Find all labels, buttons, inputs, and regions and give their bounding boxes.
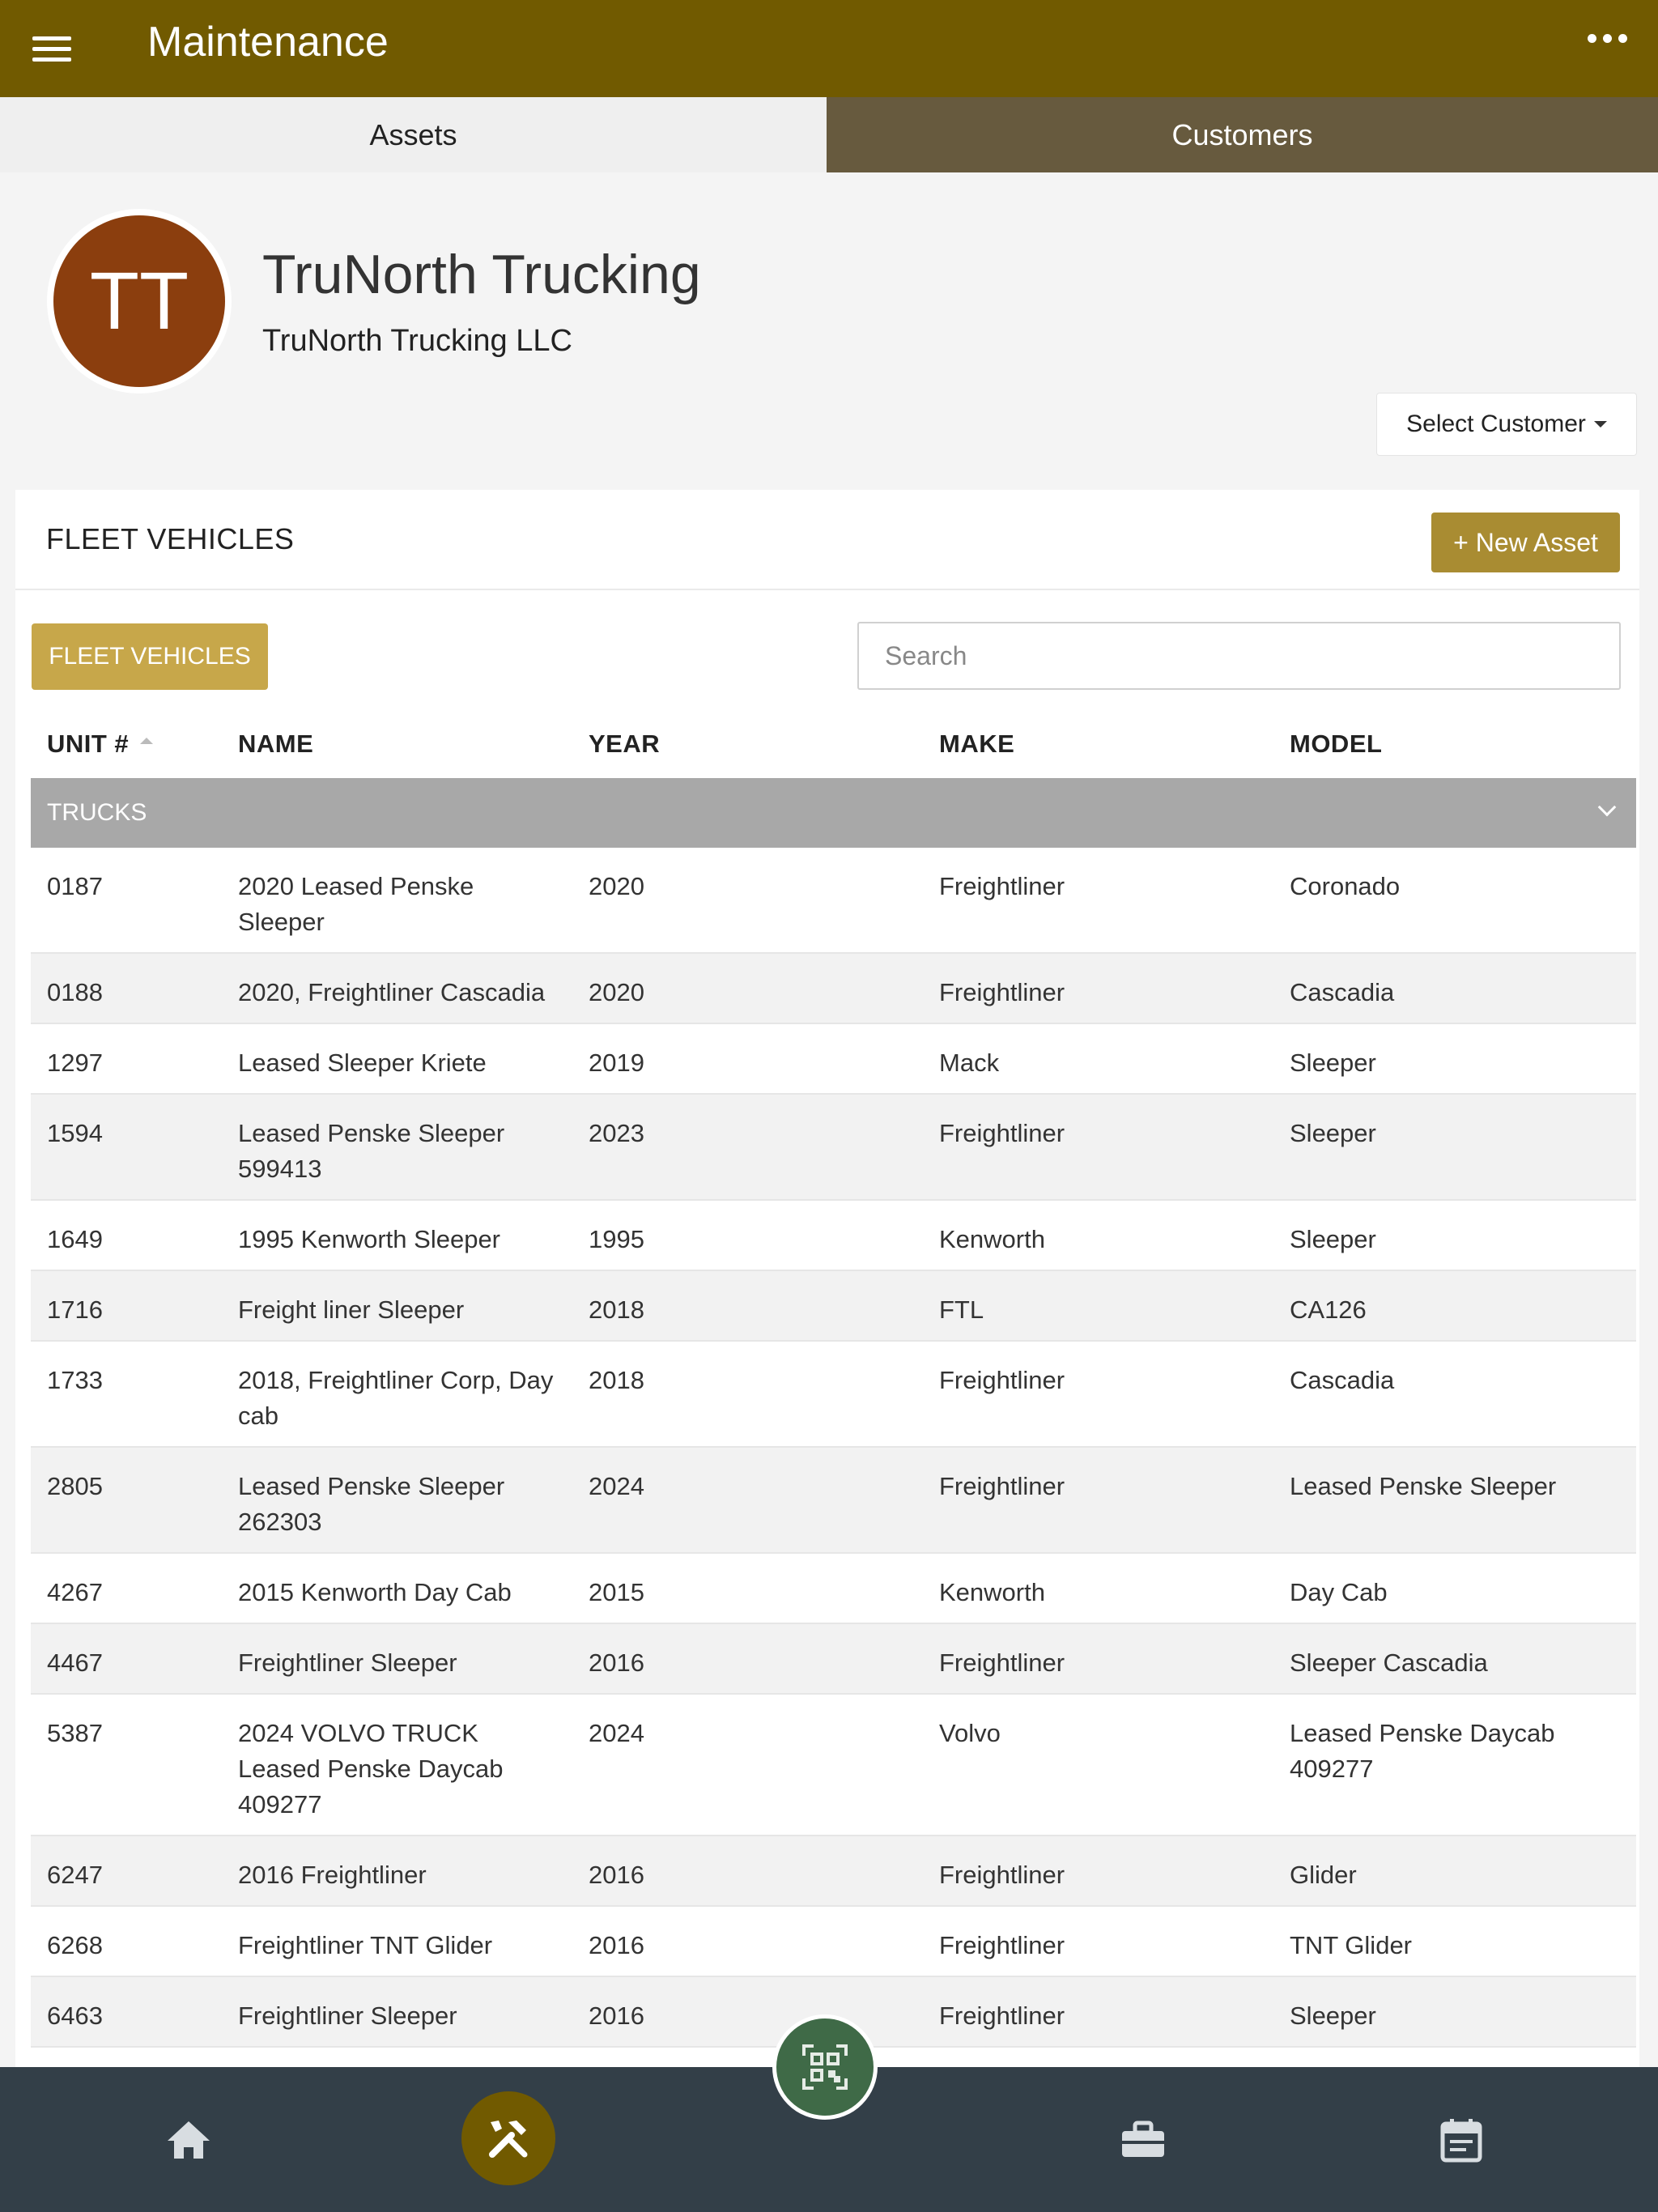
cell-unit: 1594 xyxy=(47,1119,103,1147)
cell-year: 2018 xyxy=(589,1366,644,1394)
cell-model: Glider xyxy=(1290,1861,1357,1889)
cell-make: Freightliner xyxy=(939,872,1065,900)
cell-model: Cascadia xyxy=(1290,1366,1395,1394)
cell-make: Freightliner xyxy=(939,1648,1065,1677)
cell-model: Day Cab xyxy=(1290,1578,1388,1606)
cell-year: 1995 xyxy=(589,1225,644,1253)
cell-model: Leased Penske Daycab 409277 xyxy=(1290,1719,1555,1783)
cell-make: Kenworth xyxy=(939,1225,1045,1253)
cell-unit: 1716 xyxy=(47,1295,103,1324)
table-row[interactable] xyxy=(31,1907,1636,1977)
cell-year: 2020 xyxy=(589,872,644,900)
cell-name: 1995 Kenworth Sleeper xyxy=(238,1225,501,1253)
fleet-vehicles-card xyxy=(15,490,1639,2069)
cell-make: FTL xyxy=(939,1295,984,1324)
group-row-trucks[interactable] xyxy=(31,778,1636,848)
table-body xyxy=(31,848,1636,2048)
cell-name: Freightliner TNT Glider xyxy=(238,1931,493,1959)
cell-year: 2024 xyxy=(589,1719,644,1747)
cell-year: 2016 xyxy=(589,1931,644,1959)
cell-unit: 2805 xyxy=(47,1472,103,1500)
cell-make: Freightliner xyxy=(939,1119,1065,1147)
cell-model: Cascadia xyxy=(1290,978,1395,1006)
cell-make: Freightliner xyxy=(939,1931,1065,1959)
cell-year: 2018 xyxy=(589,1295,644,1324)
cell-unit: 6247 xyxy=(47,1861,103,1889)
app-title: Maintenance xyxy=(147,19,389,66)
avatar-initials: TT xyxy=(53,215,225,387)
cell-unit: 1733 xyxy=(47,1366,103,1394)
cell-name: Freightliner Sleeper xyxy=(238,2001,457,2030)
cell-unit: 4467 xyxy=(47,1648,103,1677)
column-header-year[interactable]: YEAR xyxy=(589,730,661,758)
cell-year: 2016 xyxy=(589,1861,644,1889)
table-row[interactable] xyxy=(31,1271,1636,1342)
customer-legal-name: TruNorth Trucking LLC xyxy=(262,324,572,358)
fleet-vehicles-filter-button[interactable]: FLEET VEHICLES xyxy=(32,623,268,690)
vehicles-table xyxy=(31,710,1636,2048)
cell-name: 2015 Kenworth Day Cab xyxy=(238,1578,512,1606)
column-header-model[interactable]: MODEL xyxy=(1290,730,1383,758)
cell-unit: 6463 xyxy=(47,2001,103,2030)
sort-ascending-icon xyxy=(140,738,153,744)
tab-customers[interactable]: Customers xyxy=(827,97,1658,172)
cell-year: 2015 xyxy=(589,1578,644,1606)
new-asset-button[interactable]: + New Asset xyxy=(1431,513,1620,572)
more-options-icon[interactable] xyxy=(1588,34,1627,43)
card-title: FLEET VEHICLES xyxy=(46,522,295,555)
cell-model: Coronado xyxy=(1290,872,1401,900)
cell-year: 2016 xyxy=(589,2001,644,2030)
cell-make: Freightliner xyxy=(939,1366,1065,1394)
search-input[interactable] xyxy=(857,622,1621,690)
cell-name: Leased Sleeper Kriete xyxy=(238,1049,487,1077)
cell-unit: 1297 xyxy=(47,1049,103,1077)
tab-bar xyxy=(0,97,1658,172)
cell-make: Freightliner xyxy=(939,1861,1065,1889)
cell-model: Sleeper xyxy=(1290,1119,1376,1147)
cell-make: Kenworth xyxy=(939,1578,1045,1606)
table-row[interactable] xyxy=(31,1554,1636,1624)
cell-unit: 5387 xyxy=(47,1719,103,1747)
cell-model: CA126 xyxy=(1290,1295,1367,1324)
group-label: TRUCKS xyxy=(47,799,147,826)
cell-make: Freightliner xyxy=(939,978,1065,1006)
caret-down-icon xyxy=(1594,421,1607,428)
avatar xyxy=(47,209,232,393)
cell-year: 2024 xyxy=(589,1472,644,1500)
select-customer-label: Select Customer xyxy=(1406,410,1586,437)
app-bar xyxy=(0,0,1658,97)
cell-year: 2019 xyxy=(589,1049,644,1077)
column-header-unit[interactable]: UNIT # xyxy=(47,730,153,759)
column-header-name[interactable]: NAME xyxy=(238,730,314,758)
cell-model: Sleeper xyxy=(1290,1049,1376,1077)
chevron-down-icon[interactable] xyxy=(1598,798,1617,817)
card-header xyxy=(15,490,1639,590)
cell-model: Sleeper xyxy=(1290,2001,1376,2030)
cell-make: Mack xyxy=(939,1049,1000,1077)
cell-year: 2016 xyxy=(589,1648,644,1677)
cell-year: 2020 xyxy=(589,978,644,1006)
table-header xyxy=(31,710,1636,778)
cell-model: Sleeper Cascadia xyxy=(1290,1648,1488,1677)
cell-name: Freightliner Sleeper xyxy=(238,1648,457,1677)
cell-year: 2023 xyxy=(589,1119,644,1147)
cell-name: Freight liner Sleeper xyxy=(238,1295,465,1324)
table-row[interactable] xyxy=(31,1836,1636,1907)
cell-unit: 0188 xyxy=(47,978,103,1006)
cell-name: 2020, Freightliner Cascadia xyxy=(238,978,546,1006)
qr-scan-icon[interactable] xyxy=(772,2014,878,2120)
cell-name: 2020 Leased Penske Sleeper xyxy=(238,872,474,936)
table-row[interactable] xyxy=(31,1201,1636,1271)
cell-unit: 6268 xyxy=(47,1931,103,1959)
tools-icon[interactable] xyxy=(461,2091,555,2185)
cell-name: 2018, Freightliner Corp, Day cab xyxy=(238,1366,554,1430)
customer-name: TruNorth Trucking xyxy=(262,244,701,305)
table-row[interactable] xyxy=(31,954,1636,1024)
cell-model: Leased Penske Sleeper xyxy=(1290,1472,1557,1500)
table-row[interactable] xyxy=(31,1695,1636,1836)
cell-make: Freightliner xyxy=(939,2001,1065,2030)
cell-model: TNT Glider xyxy=(1290,1931,1413,1959)
toolbox-icon[interactable] xyxy=(1111,2108,1175,2172)
table-row[interactable] xyxy=(31,1095,1636,1201)
cell-unit: 4267 xyxy=(47,1578,103,1606)
table-row[interactable] xyxy=(31,1024,1636,1095)
hamburger-menu-icon[interactable] xyxy=(32,26,78,71)
calendar-icon[interactable] xyxy=(1429,2108,1494,2172)
table-row[interactable] xyxy=(31,1448,1636,1554)
home-icon[interactable] xyxy=(156,2108,221,2172)
cell-name: 2024 VOLVO TRUCK Leased Penske Daycab 409277 xyxy=(238,1719,504,1819)
table-row[interactable] xyxy=(31,1624,1636,1695)
cell-make: Freightliner xyxy=(939,1472,1065,1500)
cell-name: Leased Penske Sleeper 599413 xyxy=(238,1119,505,1183)
table-row[interactable] xyxy=(31,848,1636,954)
cell-make: Volvo xyxy=(939,1719,1001,1747)
column-header-make[interactable]: MAKE xyxy=(939,730,1015,758)
cell-model: Sleeper xyxy=(1290,1225,1376,1253)
cell-name: Leased Penske Sleeper 262303 xyxy=(238,1472,505,1536)
cell-name: 2016 Freightliner xyxy=(238,1861,427,1889)
cell-unit: 0187 xyxy=(47,872,103,900)
cell-unit: 1649 xyxy=(47,1225,103,1253)
select-customer-dropdown[interactable] xyxy=(1376,393,1637,456)
table-row[interactable] xyxy=(31,1342,1636,1448)
tab-assets[interactable]: Assets xyxy=(0,97,827,172)
